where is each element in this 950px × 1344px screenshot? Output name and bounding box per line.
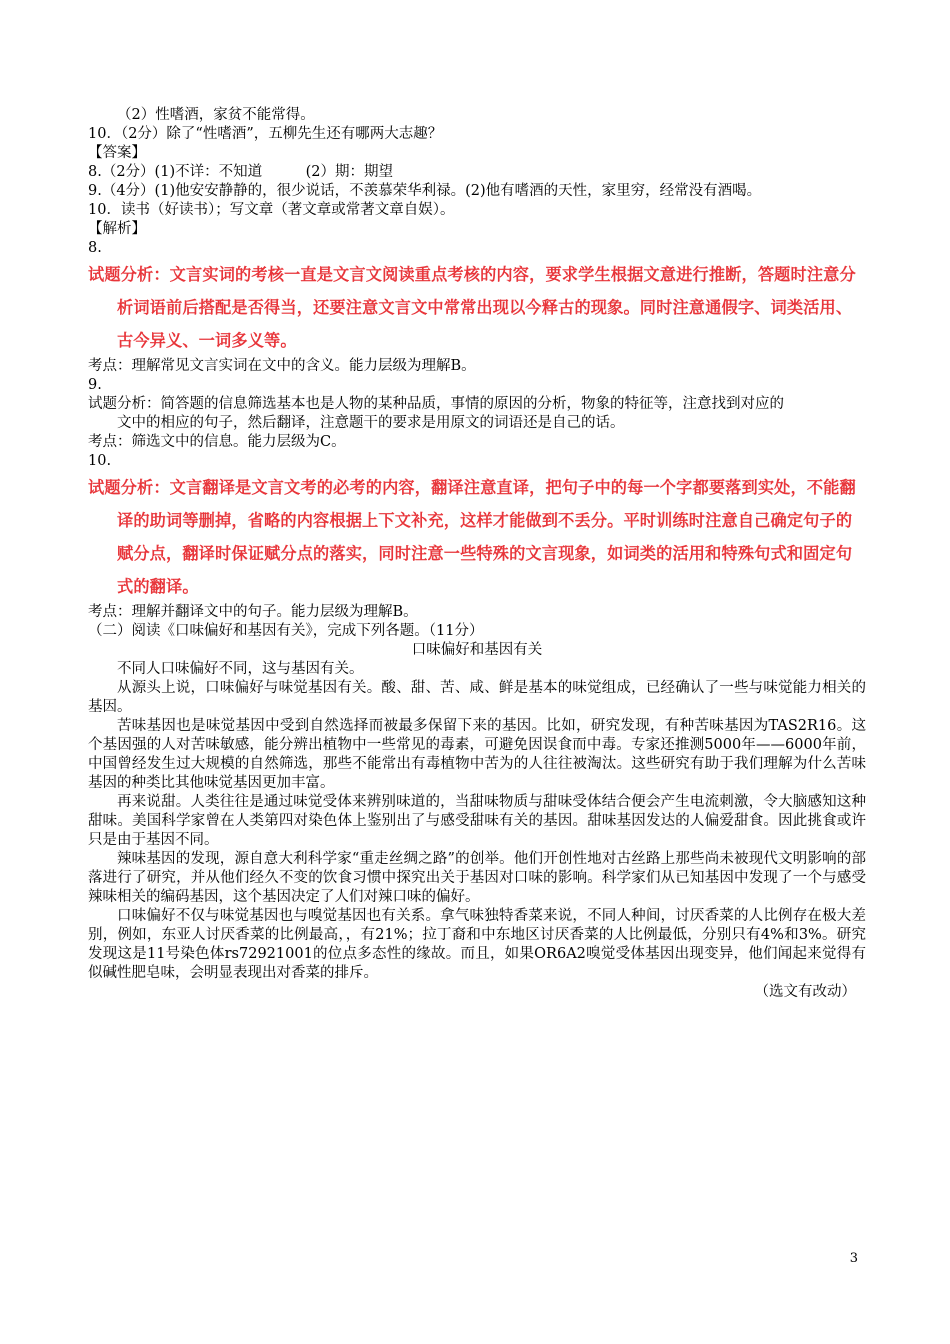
reading-intro: （二）阅读《口味偏好和基因有关》，完成下列各题。（11分） — [88, 623, 484, 639]
question-sentence-2: （2）性嗜酒，家贫不能常得。 — [117, 107, 315, 123]
answer-heading: 【答案】 — [88, 145, 146, 161]
analysis-9-text-1: 试题分析：简答题的信息筛选基本也是人物的某种品质，事情的原因的分析，物象的特征等，注意找到对应的 — [88, 396, 784, 412]
answer-10: 10．读书（好读书）；写文章（著文章或常著文章自娱）。 — [88, 202, 455, 218]
source-note: （选文有改动） — [754, 984, 856, 1000]
question-10: 10．（2分）除了“性嗜酒”，五柳先生还有哪两大志趣？ — [88, 126, 443, 142]
article-paragraph-2: 从源头上说，口味偏好与味觉基因有关。酸、甜、苦、咸、鲜是基本的味觉组成，已经确认了一些与味觉能力相关的基因。 — [88, 680, 866, 715]
analysis-number-10: 10. — [88, 453, 112, 469]
page-number: 3 — [849, 1251, 858, 1266]
analysis-heading: 【解析】 — [88, 221, 146, 237]
analysis-number-9: 9. — [88, 377, 102, 393]
answer-9: 9.（4分）(1)他安安静静的，很少说话，不羡慕荣华利禄。(2)他有嗜酒的天性，家里穷，经常没有酒喝。 — [88, 183, 762, 199]
article-paragraph-3: 苦味基因也是味觉基因中受到自然选择而被最多保留下来的基因。比如，研究发现，有种苦味基因为TAS2R16。这个基因强的人对苦味敏感，能分辨出植物中一些常见的毒素，可避免因误食而中毒。专家还推测5000年——6000年前，中国曾经发生过大规模的自然筛选，那些不能常出有毒植物中苦为的人往往被淘汰。这些研究有助于我们理解为什么苦味基因的种类比其他味觉基因更加丰富。 — [88, 718, 866, 791]
article-paragraph-4: 再来说甜。人类往往是通过味觉受体来辨别味道的，当甜味物质与甜味受体结合便会产生电流刺激，令大脑感知这种甜味。美国科学家曾在人类第四对染色体上鉴别出了与感受甜味有关的基因。甜味基因发达的人偏爱甜食。因此挑食或许只是由于基因不同。 — [88, 794, 866, 848]
page-content — [88, 106, 866, 1002]
analysis-10-point: 考点：理解并翻译文中的句子。能力层级为理解B。 — [88, 604, 418, 620]
analysis-8-text: 试题分析：文言实词的考核一直是文言文阅读重点考核的内容，要求学生根据文意进行推断，答题时注意分析词语前后搭配是否得当，还要注意文言文中常常出现以今释古的现象。同时注意通假字、词类活用、古今异义、一词多义等。 — [88, 265, 856, 350]
article-title: 口味偏好和基因有关 — [411, 642, 543, 658]
answer-8: 8.（2分）(1)不详：不知道 (2）期：期望 — [88, 164, 393, 180]
analysis-9-point: 考点：筛选文中的信息。能力层级为C。 — [88, 434, 346, 450]
analysis-9-text-2: 文中的相应的句子，然后翻译，注意题干的要求是用原文的词语还是自己的话。 — [117, 415, 625, 431]
analysis-number-8: 8. — [88, 240, 102, 256]
analysis-10-text: 试题分析：文言翻译是文言文考的必考的内容，翻译注意直译，把句子中的每一个字都要落到实处，不能翻译的助词等删掉，省略的内容根据上下文补充，这样才能做到不丢分。平时训练时注意自己确定句子的赋分点，翻译时保证赋分点的落实，同时注意一些特殊的文言现象，如词类的活用和特殊句式和固定句式的翻译。 — [88, 478, 856, 596]
analysis-8-point: 考点：理解常见文言实词在文中的含义。能力层级为理解B。 — [88, 358, 476, 374]
article-paragraph-5: 辣味基因的发现，源自意大利科学家“重走丝绸之路”的创举。他们开创性地对古丝路上那些尚未被现代文明影响的部落进行了研究，并从他们经久不变的饮食习惯中探究出关于基因对口味的影响。科学家们从已知基因中发现了一个与感受辣味相关的编码基因，这个基因决定了人们对辣口味的偏好。 — [88, 851, 866, 905]
article-paragraph-6: 口味偏好不仅与味觉基因也与嗅觉基因也有关系。拿气味独特香菜来说，不同人种间，讨厌香菜的人比例存在极大差别，例如，东亚人讨厌香菜的比例最高，，有21%；拉丁裔和中东地区讨厌香菜的人比例最低，分别只有4%和3%。研究发现这是11号染色体rs72921001的位点多态性的缘故。而且，如果OR6A2嗅觉受体基因出现变异，他们闻起来觉得有似碱性肥皂味，会明显表现出对香菜的排斥。 — [88, 908, 866, 981]
article-paragraph-1: 不同人口味偏好不同，这与基因有关。 — [117, 661, 364, 677]
